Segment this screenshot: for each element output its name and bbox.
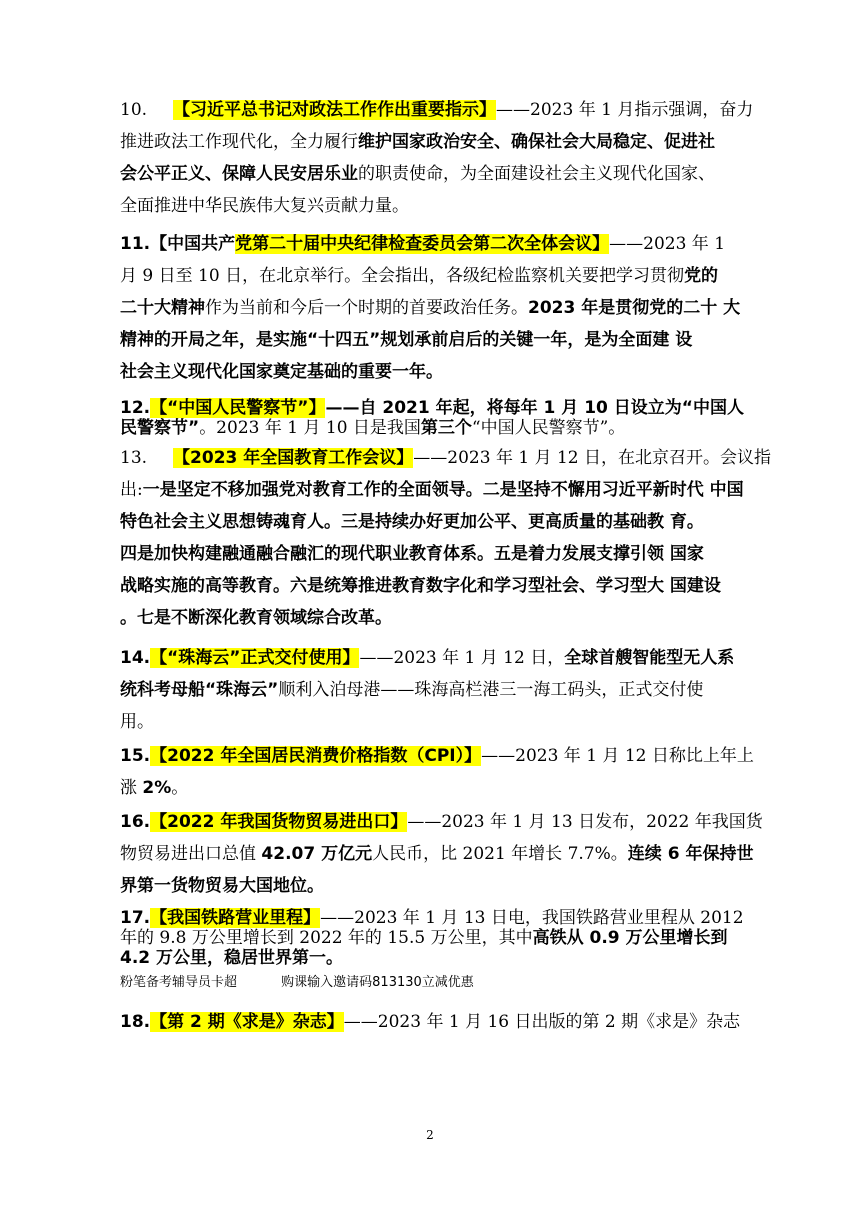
text-run: 用。 [120,712,154,732]
text-run: 维护国家政治安全、确保社会大局稳定、促进社 [358,132,715,152]
text-run: 2% [142,778,172,798]
text-run: ——2023 年 1 月 16 日出版的第 2 期《求是》杂志 [343,1012,741,1032]
highlighted-title: 【2023 年全国教育工作会议】 [173,448,414,468]
text-run: 12. [120,398,151,418]
page-number: 2 [426,1128,434,1142]
text-run: 出: [120,480,143,500]
promo-invite-code: 购课输入邀请码813130立减优惠 [281,975,474,990]
text-run: 物贸易进出口总值 [120,844,262,864]
highlighted-title: 【我国铁路营业里程】 [150,908,321,928]
news-item-16 [120,806,763,902]
text-run: ——2023 年 1 月指示强调，奋力 [496,100,754,120]
highlighted-title: 【“中国人民警察节”】 [150,398,326,418]
text-run: 。2023 年 1 月 10 日是我国 [199,418,421,438]
text-line [120,948,760,968]
text-run: 四是加快构建融通融合融汇的现代职业教育体系。五是着力发展支撑引领 国家 [120,544,704,564]
text-run: 党的 [684,266,719,286]
text-run: 月 9 日至 10 日，在北京举行。全会指出，各级纪检监察机关要把学习贯彻 [120,266,685,286]
highlighted-title: 党第二十届中央纪律检查委员会第二次全体会议】 [235,234,610,254]
text-run: 年的 9.8 万公里增长到 2022 年的 15.5 万公里，其中 [120,928,533,948]
text-run: 特色社会主义思想铸魂育人。三是持续办好更加公平、更高质量的基础教 育。 [120,512,704,532]
news-item-11 [120,228,760,388]
text-run: ——2023 年 1 [609,234,726,254]
text-run: 17. [120,908,151,928]
text-line [120,260,760,292]
text-line [120,94,760,126]
text-run: 顺利入泊母港——珠海高栏港三一海工码头，正式交付使 [278,680,704,700]
news-item-12 [120,398,760,438]
text-run: 14. [120,648,151,668]
text-run: 13. [120,448,148,468]
text-run: 二十大精神 [120,298,205,318]
text-run: 16. [120,812,151,832]
news-item-17 [120,908,760,968]
text-line [120,674,760,706]
text-run: 全面推进中华民族伟大复兴贡献力量。 [120,196,409,216]
highlighted-title: 【习近平总书记对政法工作作出重要指示】 [173,100,497,120]
text-line [120,806,763,838]
text-run: ——自 2021 年起，将每年 1 月 10 日设立为“中国人 [325,398,744,418]
text-run: “中国人民警察节”。 [471,418,626,438]
text-run: 涨 [120,778,143,798]
text-run: 2023 年是贯彻党的二十 大 [528,298,741,318]
text-run: 第三个 [420,418,472,438]
text-line [120,474,760,506]
news-item-10 [120,94,760,222]
text-run: 界第一货物贸易大国地位。 [120,876,324,896]
text-line [120,870,760,902]
promo-author: 粉笔备考辅导员卡超 [120,975,238,990]
text-run: 连续 6 年保持世 [627,844,754,864]
text-run: 高铁从 0.9 万公里增长到 [532,928,728,948]
text-line [120,418,760,438]
text-run: 的职责使命，为全面建设社会主义现代化国家、 [358,164,715,184]
news-item-13 [120,442,772,634]
text-line [120,928,760,948]
text-line [120,706,760,738]
text-line [120,538,760,570]
text-line [120,324,760,356]
text-line [120,398,760,418]
text-line [120,602,760,634]
highlighted-title: 【第 2 期《求是》杂志】 [150,1012,344,1032]
text-run: 社会主义现代化国家奠定基础的重要一年。 [120,362,443,382]
text-run: 人民币，比 2021 年增长 7.7%。 [372,844,628,864]
text-run: 战略实施的高等教育。六是统筹推进教育数字化和学习型社会、学习型大 国建设 [120,576,721,596]
text-line [120,228,760,260]
text-line [120,126,760,158]
text-run: 全球首艘智能型无人系 [564,648,735,668]
news-item-14 [120,642,760,738]
text-line [120,356,760,388]
text-run: 民警察节” [120,418,200,438]
text-line [120,570,760,602]
promo-line [120,972,474,994]
text-line [120,838,760,870]
highlighted-title: 【2022 年我国货物贸易进出口】 [150,812,408,832]
text-run: 10. [120,100,148,120]
text-run: 一是坚定不移加强党对教育工作的全面领导。二是坚持不懈用习近平新时代 中国 [142,480,744,500]
text-line [120,292,760,324]
text-run: 推进政法工作现代化，全力履行 [120,132,358,152]
text-line [120,506,760,538]
text-run: 统科考母船“珠海云” [120,680,279,700]
text-run: 。七是不断深化教育领域综合改革。 [120,608,392,628]
text-run: ——2023 年 1 月 13 日电，我国铁路营业里程从 2012 [320,908,744,928]
highlighted-title: 【“珠海云”正式交付使用】 [150,648,360,668]
text-line [120,642,760,674]
text-run: 。 [171,778,189,798]
text-run: 18. [120,1012,151,1032]
text-run: ——2023 年 1 月 13 日发布，2022 年我国货 [407,812,763,832]
text-line [120,908,760,928]
text-run: 15. [120,746,151,766]
text-line [120,158,760,190]
text-run: ——2023 年 1 月 12 日， [359,648,565,668]
news-item-15 [120,740,760,804]
text-run: 11.【中国共产 [120,234,236,254]
text-run: 精神的开局之年，是实施“十四五”规划承前启后的关键一年，是为全面建 设 [120,330,693,350]
text-line [120,772,760,804]
text-line [120,442,772,474]
text-run: ——2023 年 1 月 12 日，在北京召开。会议指 [413,448,772,468]
highlighted-title: 【2022 年全国居民消费价格指数（CPI）】 [150,746,482,766]
text-run: 会公平正义、保障人民安居乐业 [120,164,358,184]
text-run: ——2023 年 1 月 12 日称比上年上 [481,746,754,766]
text-run: 4.2 万公里，稳居世界第一。 [120,948,344,968]
text-run: 42.07 万亿元 [261,844,373,864]
text-line [120,190,760,222]
text-line [120,1006,760,1038]
text-run: 作为当前和今后一个时期的首要政治任务。 [205,298,528,318]
news-item-18 [120,1006,760,1038]
text-line [120,740,760,772]
